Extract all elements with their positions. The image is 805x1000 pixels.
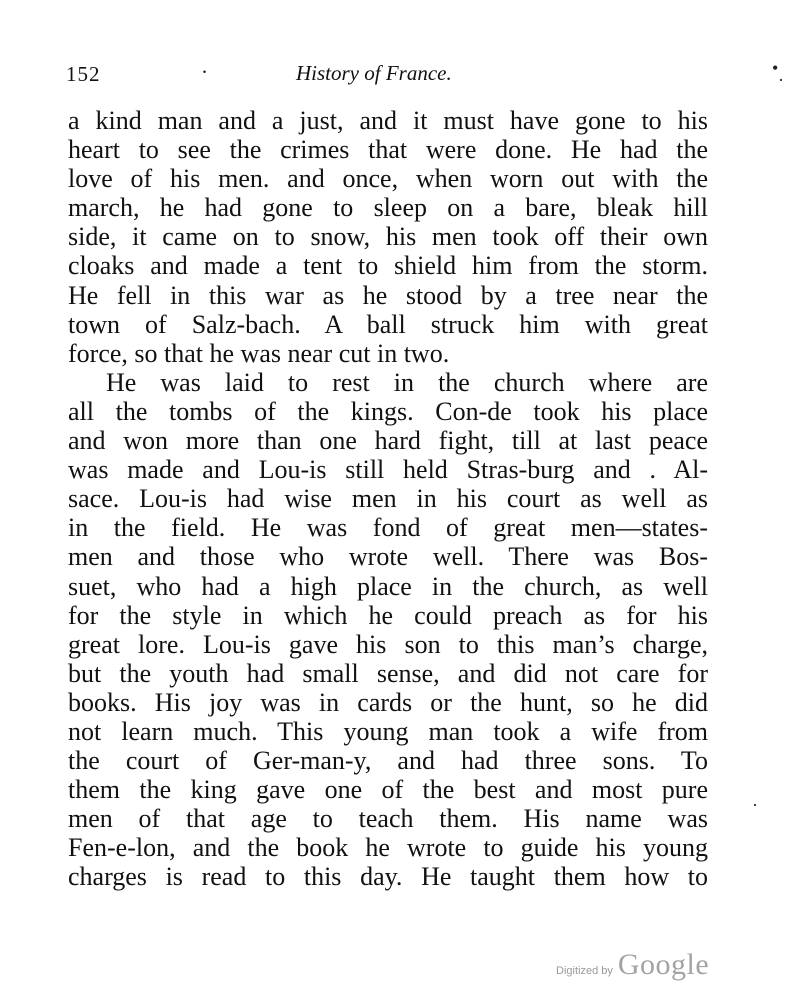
paragraph-end-line: force, so that he was near cut in two. [68,338,450,368]
header-separator: · [201,60,208,84]
text-line: and won more than one hard fight, till at last peace [68,426,708,456]
text-line: was made and Lou-is still held Stras-burg and . Al- [68,455,708,485]
text-line: town of Salz-bach. A ball struck him with great [68,309,708,339]
text-line: side, it came on to snow, his men took off their own [68,222,708,252]
text-line: suet, who had a high place in the church, as well [68,571,708,601]
text-line: the court of Ger-man-y, and had three sons. To [68,746,708,776]
page-number: 152 [66,62,101,86]
text-line: books. His joy was in cards or the hunt, so he did [68,687,708,717]
stray-mark-top-right: • [772,58,779,78]
text-line: sace. Lou-is had wise men in his court as well as [68,484,708,514]
text-line: great lore. Lou-is gave his son to this man’s charge, [68,629,708,659]
text-line: them the king gave one of the best and most pure [68,775,708,805]
stray-mark-top-right-2: · [778,70,784,90]
text-line: cloaks and made a tent to shield him from the storm. [68,251,708,281]
text-line: love of his men. and once, when worn out with the [68,164,708,194]
text-line: in the field. He was fond of great men—states- [68,513,708,543]
text-line: Fen-e-lon, and the book he wrote to guide his young [68,833,708,863]
text-line: but the youth had small sense, and did not care for [68,658,708,688]
paragraph-start-line: He was laid to rest in the church where are [106,367,708,397]
text-line: charges is read to this day. He taught them how to [68,862,708,892]
watermark-prefix: Digitized by [556,965,613,977]
text-line: not learn much. This young man took a wife from [68,716,708,746]
running-title: History of France. [296,61,452,85]
page-body-text [68,106,708,892]
text-line: He fell in this war as he stood by a tree near the [68,280,708,310]
text-line: heart to see the crimes that were done. He had the [68,135,708,165]
stray-mark-right-margin: · [752,795,758,815]
google-logo: Google [617,948,710,981]
text-line: for the style in which he could preach as for his [68,600,708,630]
text-line: a kind man and a just, and it must have gone to his [68,106,708,135]
text-line: march, he had gone to sleep on a bare, bleak hill [68,193,708,223]
text-line: all the tombs of the kings. Con-de took his place [68,396,708,426]
digitized-watermark [556,948,709,982]
page-header [66,58,706,90]
text-line: men of that age to teach them. His name was [68,804,708,834]
text-line: men and those who wrote well. There was Bos- [68,542,708,572]
